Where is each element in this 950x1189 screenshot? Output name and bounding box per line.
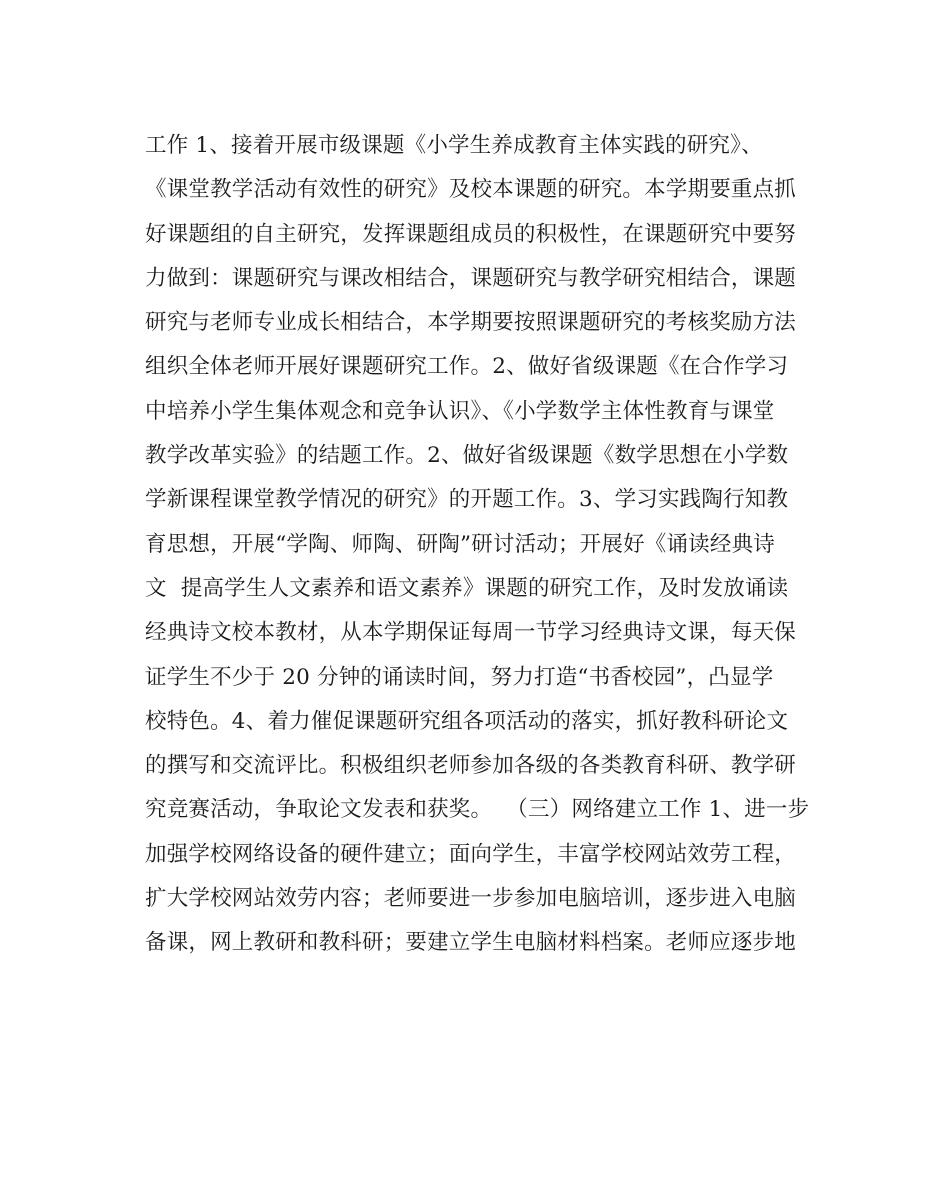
text-line-10: 育思想，开展“学陶、师陶、研陶”研讨活动；开展好《诵读经典诗 xyxy=(145,531,775,557)
text-line-3: 好课题组的自主研究，发挥课题组成员的积极性，在课题研究中要努 xyxy=(145,221,797,247)
body-text xyxy=(145,124,825,966)
text-line-13: 证学生不少于 20 分钟的诵读时间，努力打造“书香校园”，凸显学 xyxy=(145,664,774,690)
text-line-19: 备课，网上教研和教科研；要建立学生电脑材料档案。老师应逐步地 xyxy=(145,930,797,956)
text-line-8: 教学改革实验》的结题工作。2、做好省级课题《数学思想在小学数 xyxy=(145,443,789,469)
text-line-5: 研究与老师专业成长相结合，本学期要按照课题研究的考核奖励方法 xyxy=(145,310,797,336)
text-line-1: 工作 1、接着开展市级课题《小学生养成教育主体实践的研究》、 xyxy=(145,133,763,158)
text-line-12: 经典诗文校本教材，从本学期保证每周一节学习经典诗文课，每天保 xyxy=(145,620,797,646)
text-line-16: 究竞赛活动，争取论文发表和获奖。 （三）网络建立工作 1、进一步 xyxy=(145,797,810,823)
text-line-7: 中培养小学生集体观念和竞争认识》、《小学数学主体性教育与课堂 xyxy=(145,398,775,424)
text-line-18: 扩大学校网站效劳内容；老师要进一步参加电脑培训，逐步进入电脑 xyxy=(145,886,797,912)
text-line-2: 《课堂教学活动有效性的研究》及校本课题的研究。本学期要重点抓 xyxy=(145,177,797,203)
text-line-14: 校特色。4、着力催促课题研究组各项活动的落实，抓好教科研论文 xyxy=(145,708,789,734)
text-line-11: 文 提高学生人文素养和语文素养》课题的研究工作，及时发放诵读 xyxy=(145,575,789,601)
text-line-15: 的撰写和交流评比。积极组织老师参加各级的各类教育科研、教学研 xyxy=(145,753,797,779)
text-line-4: 力做到：课题研究与课改相结合，课题研究与教学研究相结合，课题 xyxy=(145,265,797,291)
text-line-6: 组织全体老师开展好课题研究工作。2、做好省级课题《在合作学习 xyxy=(145,354,789,380)
text-line-17: 加强学校网络设备的硬件建立；面向学生，丰富学校网站效劳工程， xyxy=(145,841,797,867)
text-line-9: 学新课程课堂教学情况的研究》的开题工作。3、学习实践陶行知教 xyxy=(145,487,789,513)
